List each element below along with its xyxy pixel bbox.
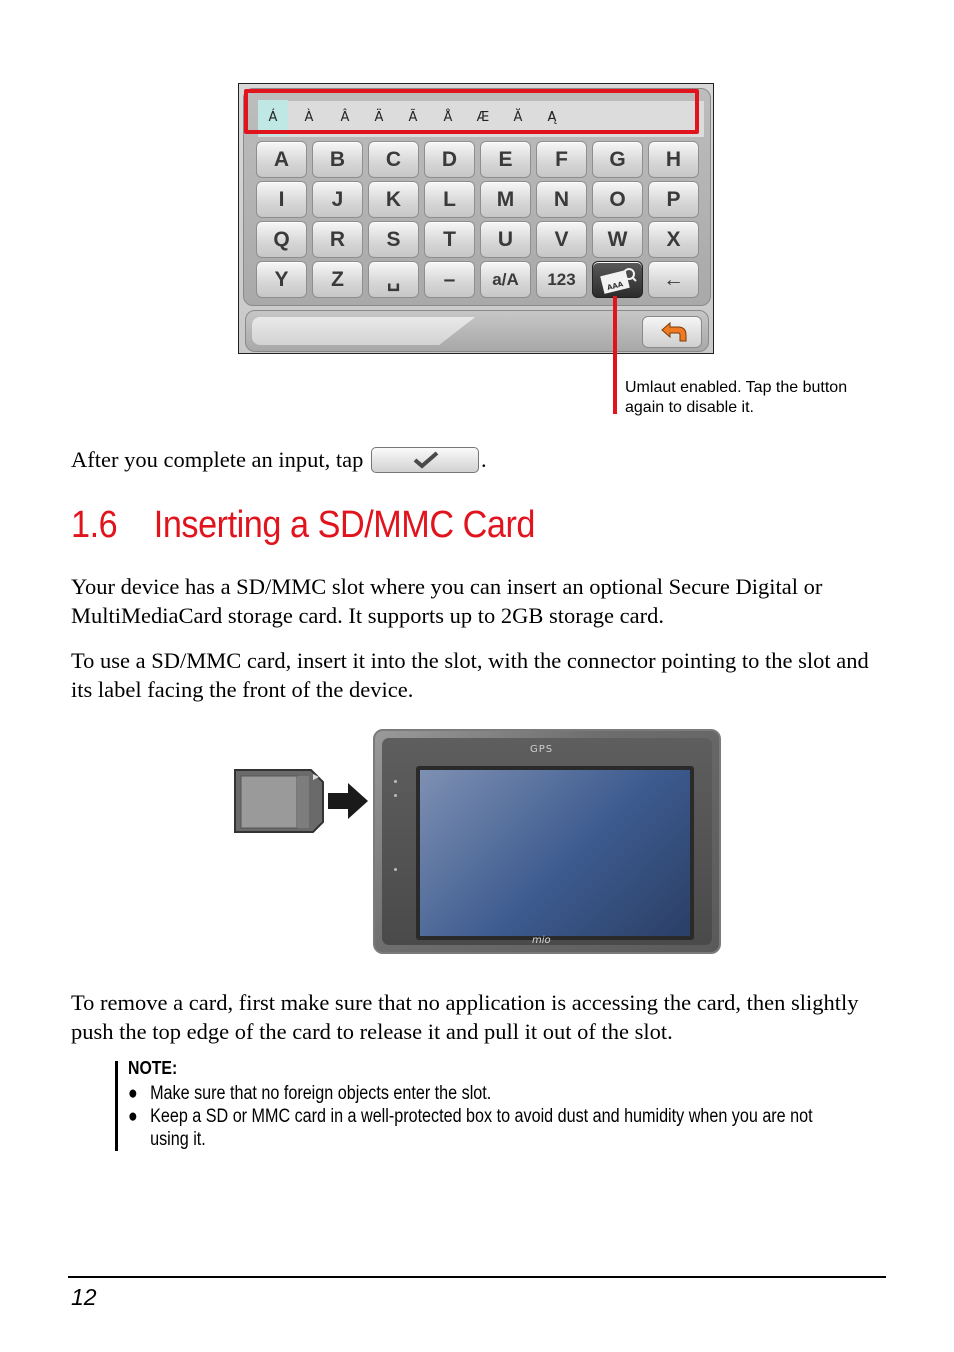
key-a[interactable]: A [256,141,307,178]
key-k[interactable]: K [368,181,419,218]
key-g[interactable]: G [592,141,643,178]
key-c[interactable]: C [368,141,419,178]
accent-key[interactable]: Ã [408,110,418,125]
footer-rule [68,1276,886,1278]
key-n[interactable]: N [536,181,587,218]
after-input-paragraph [71,445,891,474]
paragraph-insert-card: To use a SD/MMC card, insert it into the slot, with the connector pointing to the slot and its label facing the front of the device. [71,648,869,702]
space-key[interactable]: ␣ [368,261,419,298]
key-f[interactable]: F [536,141,587,178]
key-v[interactable]: V [536,221,587,258]
umlaut-icon [598,265,638,295]
key-r[interactable]: R [312,221,363,258]
key-z[interactable]: Z [312,261,363,298]
section-number: 1.6 [71,504,118,546]
key-s[interactable]: S [368,221,419,258]
section-title: Inserting a SD/MMC Card [153,504,535,546]
note-bar [115,1061,118,1151]
accent-key[interactable]: Ä [374,110,384,125]
gps-device-image [373,729,721,954]
key-j[interactable]: J [312,181,363,218]
umlaut-callout: Umlaut enabled. Tap the button again to disable it. [625,379,848,416]
numbers-key[interactable]: 123 [536,261,587,298]
callout-line [613,296,617,414]
text-input-field[interactable] [252,317,612,345]
backspace-key[interactable]: ← [648,261,699,298]
paragraph-remove-card: To remove a card, first make sure that no application is accessing the card, then slightly push the top edge of the card to release it and pull it out of the slot. [71,990,859,1044]
section-heading [71,504,535,547]
note-item-text: Make sure that no foreign objects enter the slot. [150,1083,492,1104]
key-b[interactable]: B [312,141,363,178]
key-x[interactable]: X [648,221,699,258]
accent-key[interactable]: Â [340,110,350,125]
note-item [128,1105,842,1151]
insert-arrow-icon [326,781,370,821]
bullet-icon: ● [128,1083,138,1104]
accent-key[interactable]: Á [258,100,288,136]
key-w[interactable]: W [592,221,643,258]
note-item-text: Keep a SD or MMC card in a well-protected box to avoid dust and humidity when you are not using it. [150,1106,813,1150]
note-title: NOTE: [128,1058,178,1078]
key-p[interactable]: P [648,181,699,218]
umlaut-icon-text: AAA [605,279,624,292]
note-item [128,1082,842,1105]
accent-key[interactable]: Å [443,110,453,125]
back-arrow-icon [652,320,692,344]
back-button[interactable] [642,316,702,348]
key-h[interactable]: H [648,141,699,178]
accent-key[interactable]: Æ [476,110,490,125]
accent-key[interactable]: À [304,110,314,125]
key-q[interactable]: Q [256,221,307,258]
device-indicator [394,794,397,797]
sd-card-image [233,768,325,836]
key-y[interactable]: Y [256,261,307,298]
paragraph-slot-intro: Your device has a SD/MMC slot where you can insert an optional Secure Digital or MultiMediaCard storage card. It supports up to 2GB storage card. [71,574,823,628]
key-o[interactable]: O [592,181,643,218]
device-indicator [394,868,397,871]
bullet-icon: ● [128,1106,138,1127]
key-i[interactable]: I [256,181,307,218]
key-t[interactable]: T [424,221,475,258]
keyboard-screenshot [238,83,714,354]
accent-key[interactable]: Ă [513,110,523,125]
device-indicator [394,780,397,783]
accent-highlight-box [244,89,699,134]
keyboard-frame [243,88,711,306]
input-bar [245,310,709,352]
ok-button[interactable] [371,447,479,473]
after-input-period: . [481,447,487,472]
umlaut-toggle-key[interactable] [592,261,643,298]
key-d[interactable]: D [424,141,475,178]
device-screen [416,766,694,940]
device-bezel [382,738,712,945]
after-input-text: After you complete an input, tap [71,447,364,472]
device-brand-label: mio [532,935,551,946]
checkmark-icon [412,451,440,469]
case-toggle-key[interactable]: a/A [480,261,531,298]
device-gps-label: GPS [530,744,554,755]
page-number: 12 [71,1284,97,1310]
key-l[interactable]: L [424,181,475,218]
key-u[interactable]: U [480,221,531,258]
key-e[interactable]: E [480,141,531,178]
key-m[interactable]: M [480,181,531,218]
accent-key[interactable]: Ą [547,110,557,125]
dash-key[interactable]: – [424,261,475,298]
